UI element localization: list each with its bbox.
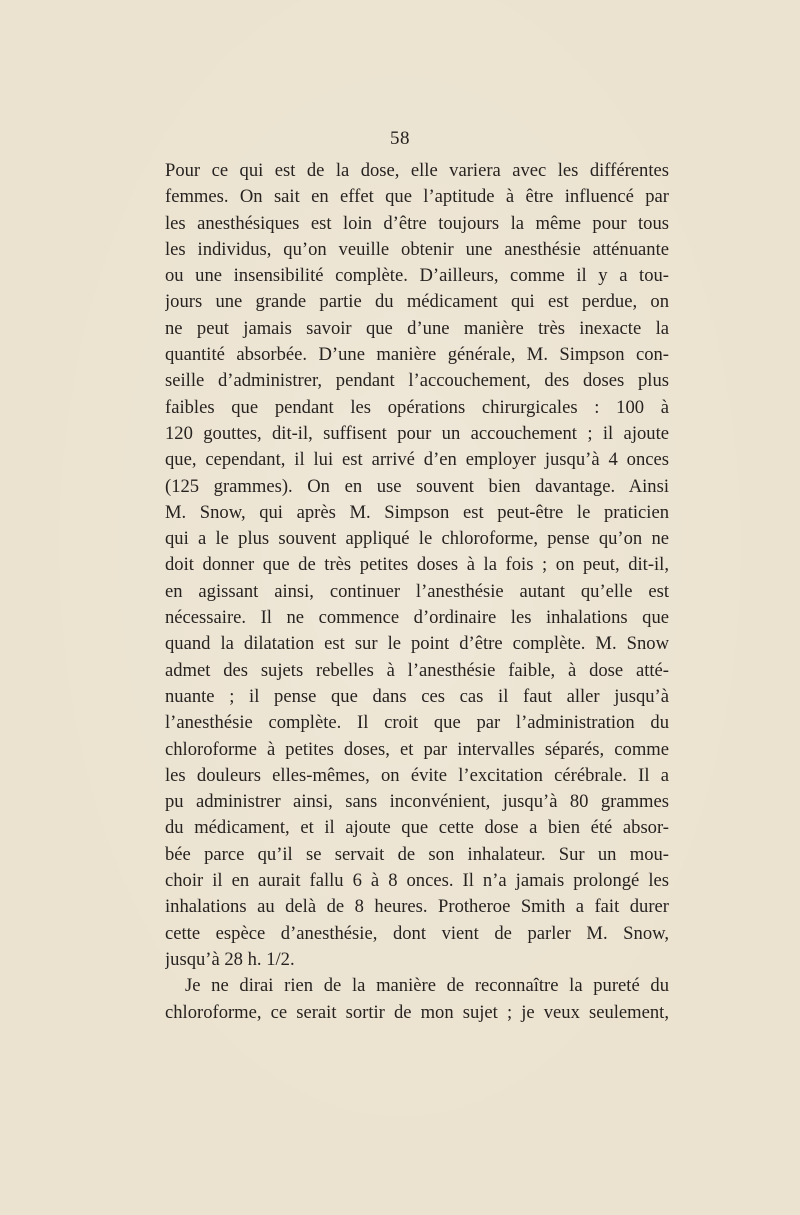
- text-line: que, cependant, il lui est arrivé d’en employer jusqu’à 4 onces: [165, 449, 669, 471]
- text-line: nuante ; il pense que dans ces cas il faut aller jusqu’à: [165, 685, 669, 707]
- text-line: choir il en aurait fallu 6 à 8 onces. Il n’a jamais prolongé les: [165, 870, 669, 892]
- text-line: qui a le plus souvent appliqué le chloroforme, pense qu’on ne: [165, 528, 669, 550]
- text-line: les anesthésiques est loin d’être toujours la même pour tous: [165, 212, 669, 234]
- text-line: femmes. On sait en effet que l’aptitude à être influencé par: [165, 186, 669, 208]
- text-line: du médicament, et il ajoute que cette dose a bien été absor-: [165, 817, 669, 839]
- text-line: les individus, qu’on veuille obtenir une anesthésie atténuante: [165, 238, 669, 260]
- text-line: jours une grande partie du médicament qui est perdue, on: [165, 291, 669, 313]
- text-line: seille d’administrer, pendant l’accouchement, des doses plus: [165, 370, 669, 392]
- text-line: ne peut jamais savoir que d’une manière très inexacte la: [165, 317, 669, 339]
- text-line: cette espèce d’anesthésie, dont vient de parler M. Snow,: [165, 922, 669, 944]
- text-line: quantité absorbée. D’une manière générale, M. Simpson con-: [165, 344, 669, 366]
- page-number: 58: [390, 128, 410, 149]
- text-line: Je ne dirai rien de la manière de reconnaître la pureté du: [185, 975, 669, 997]
- text-line: admet des sujets rebelles à l’anesthésie faible, à dose atté-: [165, 659, 669, 681]
- text-line: les douleurs elles-mêmes, on évite l’excitation cérébrale. Il a: [165, 764, 669, 786]
- text-line: jusqu’à 28 h. 1/2.: [165, 948, 295, 970]
- text-line: M. Snow, qui après M. Simpson est peut-être le praticien: [165, 501, 669, 523]
- text-line: Pour ce qui est de la dose, elle variera avec les différentes: [165, 160, 669, 181]
- text-line: pu administrer ainsi, sans inconvénient, jusqu’à 80 grammes: [165, 791, 669, 813]
- text-line: bée parce qu’il se servait de son inhalateur. Sur un mou-: [165, 843, 669, 865]
- text-line: faibles que pendant les opérations chirurgicales : 100 à: [165, 396, 669, 418]
- text-line: inhalations au delà de 8 heures. Protheroe Smith a fait durer: [165, 896, 669, 918]
- text-line: en agissant ainsi, continuer l’anesthésie autant qu’elle est: [165, 580, 669, 602]
- text-line: nécessaire. Il ne commence d’ordinaire les inhalations que: [165, 607, 669, 629]
- body-text: [165, 158, 669, 1026]
- text-line: chloroforme à petites doses, et par intervalles séparés, comme: [165, 738, 669, 760]
- text-line: doit donner que de très petites doses à la fois ; on peut, dit-il,: [165, 554, 669, 576]
- text-line: 120 gouttes, dit-il, suffisent pour un accouchement ; il ajoute: [165, 422, 669, 444]
- text-line: (125 grammes). On en use souvent bien davantage. Ainsi: [165, 475, 669, 497]
- text-line: quand la dilatation est sur le point d’être complète. M. Snow: [165, 633, 669, 655]
- text-line: l’anesthésie complète. Il croit que par l’administration du: [165, 712, 669, 734]
- text-line: ou une insensibilité complète. D’ailleurs, comme il y a tou-: [165, 265, 669, 287]
- text-line: chloroforme, ce serait sortir de mon sujet ; je veux seulement,: [165, 1001, 669, 1023]
